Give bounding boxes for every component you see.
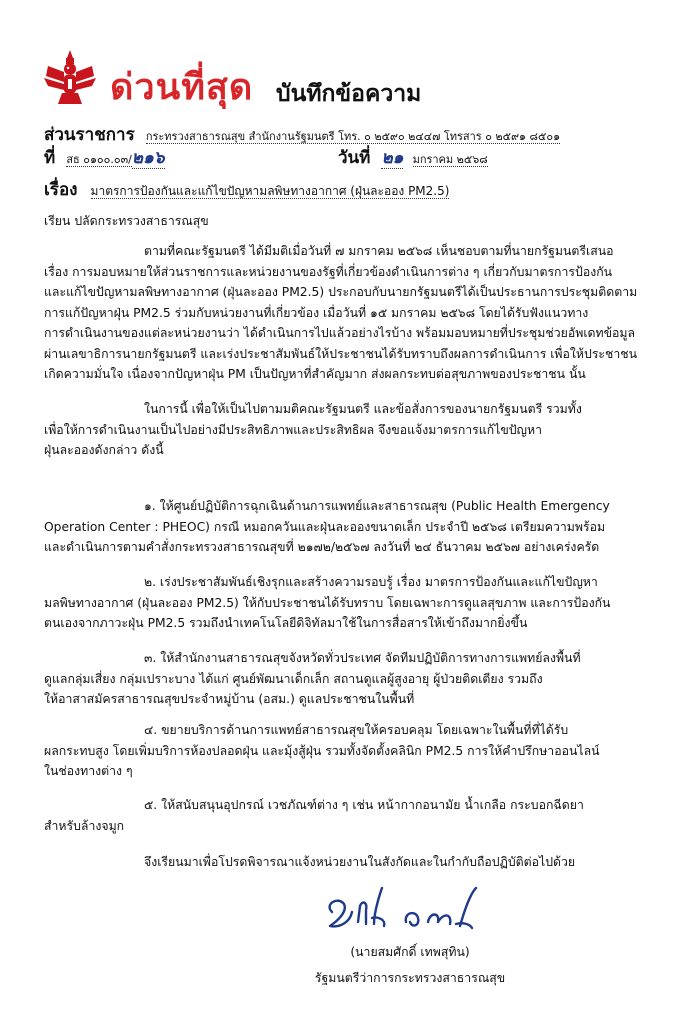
paragraph-intro: [44, 241, 644, 385]
signatory-position: รัฐมนตรีว่าการกระทรวงสาธารณสุข: [314, 971, 506, 985]
text-line: และดำเนินการตามคำสั่งกระทรวงสาธารณสุขที่ ๒๑๗๒/๒๕๖๗ ลงวันที่ ๒๔ ธันวาคม ๒๕๖๗ อย่างเคร่งครัด: [44, 540, 600, 554]
paragraph-purpose: [44, 399, 644, 461]
date-month-year: มกราคม ๒๕๖๘: [412, 153, 488, 166]
measure-item-2: [44, 572, 644, 634]
text-line: และแก้ไขปัญหามลพิษทางอากาศ (ฝุ่นละออง PM2.5) ประกอบกับนายกรัฐมนตรีได้เป็นประธานการประชุมติดตาม: [44, 285, 638, 299]
urgency-stamp: ด่วนที่สุด: [110, 67, 254, 108]
text-line: ๒. เร่งประชาสัมพันธ์เชิงรุกและสร้างความรอบรู้ เรื่อง มาตรการป้องกันและแก้ไขปัญหา: [144, 575, 598, 589]
text-line: เพื่อให้การดำเนินงานเป็นไปอย่างมีประสิทธิภาพและประสิทธิผล จึงขอแจ้งมาตรการแก้ไขปัญหา: [44, 422, 543, 437]
reference-label: ที่: [44, 148, 56, 168]
reference-number: ๒๑๖: [131, 148, 165, 168]
text-line: เรื่อง การมอบหมายให้ส่วนราชการและหน่วยงานของรัฐที่เกี่ยวข้องดำเนินการต่าง ๆ เกี่ยวกับมาตรการป้องกัน: [44, 264, 613, 279]
text-line: ผลกระทบสูง โดยเพิ่มบริการห้องปลอดฝุ่น และมุ้งสู้ฝุ่น รวมทั้งจัดตั้งคลินิก PM2.5 การให้คำปรึกษาออนไลน์: [44, 743, 600, 758]
date-row: [338, 144, 488, 171]
text-line: การดำเนินงานของแต่ละหน่วยงานว่า ได้ดำเนินการไปแล้วอย่างไรบ้าง พร้อมมอบหมายที่ประชุมช่วยอัพเดทข้อมูล: [44, 326, 636, 340]
text-line: ๔. ขยายบริการด้านการแพทย์สาธารณสุขให้ครอบคลุม โดยเฉพาะในพื้นที่ที่ได้รับ: [144, 723, 569, 737]
text-line: ฝุ่นละอองดังกล่าว ดังนี้: [44, 443, 164, 457]
text-line: ให้อาสาสมัครสาธารณสุขประจำหมู่บ้าน (อสม.) ดูแลประชาชนในพื้นที่: [44, 692, 415, 706]
reference-prefix: สธ ๐๑๐๐.๐๓/: [66, 153, 132, 166]
measure-item-1: [44, 496, 644, 558]
text-line: ตามที่คณะรัฐมนตรี ได้มีมติเมื่อวันที่ ๗ มกราคม ๒๕๖๘ เห็นชอบตามที่นายกรัฐมนตรีเสนอ: [144, 244, 614, 258]
closing-line: จึงเรียนมาเพื่อโปรดพิจารณาแจ้งหน่วยงานในสังกัดและในกำกับถือปฏิบัติต่อไปด้วย: [144, 855, 576, 869]
measure-item-4: [44, 720, 644, 782]
text-line: ตนเองจากภาวะฝุ่น PM2.5 รวมถึงนำเทคโนโลยีดิจิทัลมาใช้ในการสื่อสารให้เข้าถึงมากยิ่งขึ้น: [44, 616, 528, 630]
garuda-emblem-icon: [42, 48, 98, 106]
text-line: ผ่านเลขาธิการนายกรัฐมนตรี และเร่งประชาสัมพันธ์ให้ประชาชนได้รับทราบถึงผลการดำเนินการ เพื่อให้ประชาชน: [44, 346, 638, 361]
text-line: มลพิษทางอากาศ (ฝุ่นละออง PM2.5) ให้กับประชาชนได้รับทราบ โดยเฉพาะการดูแลสุขภาพ และการป้องกัน: [44, 595, 611, 610]
date-day: ๒๑: [381, 148, 404, 168]
text-line: ๑. ให้ศูนย์ปฏิบัติการฉุกเฉินด้านการแพทย์และสาธารณสุข (Public Health Emergency: [144, 499, 610, 513]
text-line: ๕. ให้สนับสนุนอุปกรณ์ เวชภัณฑ์ต่าง ๆ เช่น หน้ากากอนามัย น้ำเกลือ กระบอกฉีดยา: [144, 798, 584, 812]
measure-item-5: [44, 795, 644, 836]
handwritten-signature: [320, 882, 490, 940]
text-line: เกิดความมั่นใจ เนื่องจากปัญหาฝุ่น PM เป็นปัญหาที่สำคัญมาก ส่งผลกระทบต่อสุขภาพของประชาชน นั้น: [44, 367, 586, 381]
text-line: การแก้ปัญหาฝุ่น PM2.5 ร่วมกับหน่วยงานที่เกี่ยวข้อง เมื่อวันที่ ๑๕ มกราคม ๒๕๖๘ โดยได้รับฟังแนวทาง: [44, 305, 589, 320]
text-line: Operation Center : PHEOC) กรณี หมอกควันและฝุ่นละอองขนาดเล็ก ประจำปี ๒๕๖๘ เตรียมความพร้อม: [44, 519, 606, 534]
memo-title: บันทึกข้อความ: [276, 81, 422, 107]
text-line: ๓. ให้สำนักงานสาธารณสุขจังหวัดทั่วประเทศ จัดทีมปฏิบัติการทางการแพทย์ลงพื้นที่: [144, 651, 581, 665]
text-line: ในช่องทางต่าง ๆ: [44, 764, 133, 778]
text-line: ในการนี้ เพื่อให้เป็นไปตามมติคณะรัฐมนตรี และข้อสั่งการของนายกรัฐมนตรี รวมทั้ง: [144, 402, 582, 416]
agency-label: ส่วนราชการ: [44, 125, 135, 145]
date-label: วันที่: [338, 148, 371, 168]
subject-row: [44, 176, 646, 203]
text-line: ดูแลกลุ่มเสี่ยง กลุ่มเปราะบาง ได้แก่ ศูนย์พัฒนาเด็กเล็ก สถานดูแลผู้สูงอายุ ผู้ป่วยติดเตียง รวมถึง: [44, 671, 543, 686]
text-line: สำหรับล้างจมูก: [44, 818, 125, 833]
subject-value: มาตรการป้องกันและแก้ไขปัญหามลพิษทางอากาศ (ฝุ่นละออง PM2.5): [90, 184, 450, 198]
measure-item-3: [44, 648, 644, 710]
salutation: เรียน ปลัดกระทรวงสาธารณสุข: [44, 214, 209, 228]
subject-label: เรื่อง: [44, 180, 78, 200]
signatory-name: (นายสมศักดิ์ เทพสุทิน): [350, 945, 470, 959]
agency-value: กระทรวงสาธารณสุข สำนักงานรัฐมนตรี โทร. ๐ ๒๕๙๐ ๒๔๔๗ โทรสาร ๐ ๒๕๙๑ ๘๕๐๑: [145, 130, 561, 143]
